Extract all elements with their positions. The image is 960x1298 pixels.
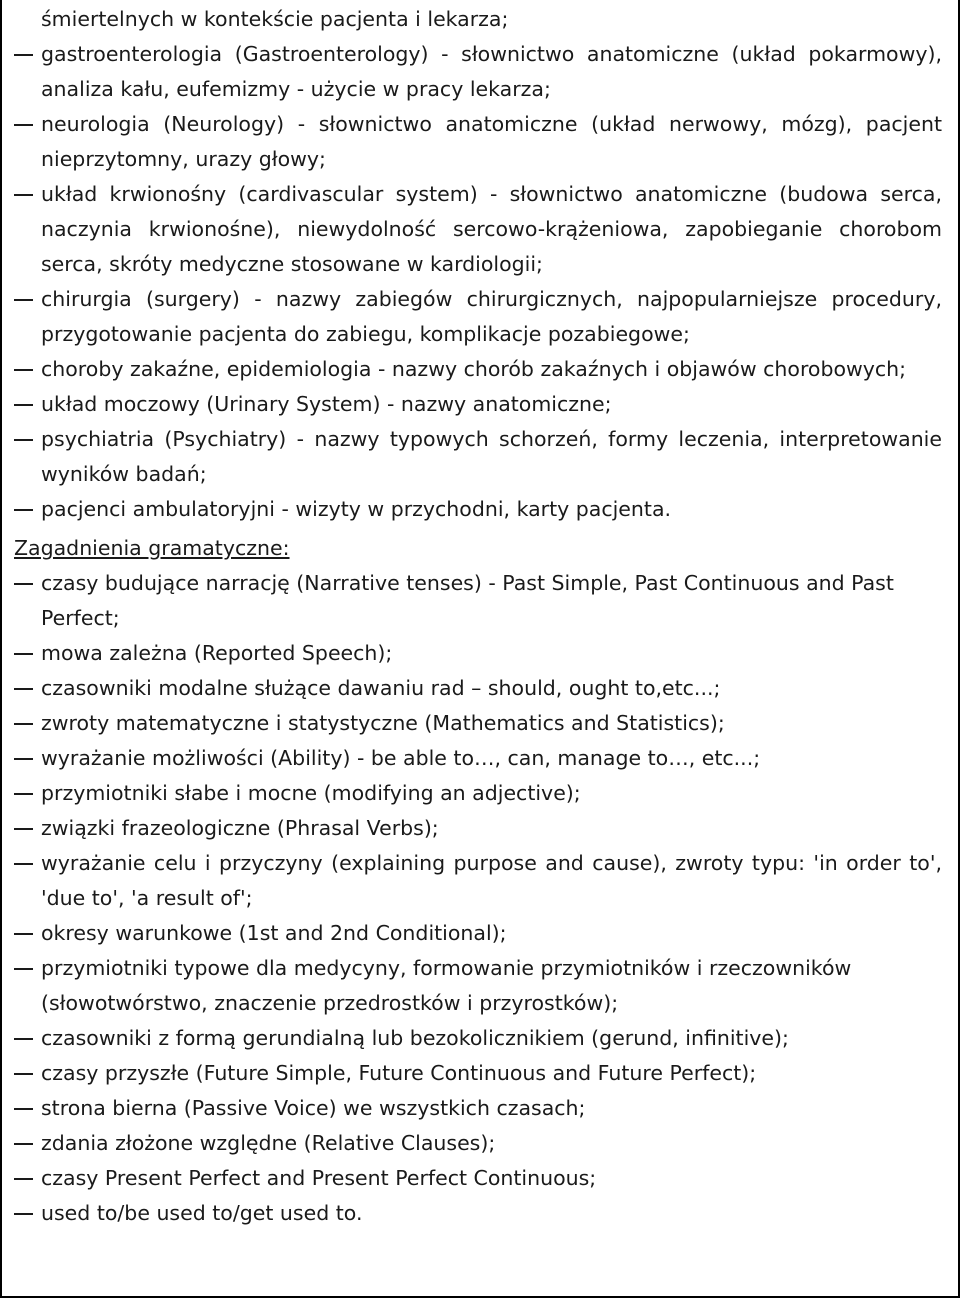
grammar-item: czasowniki modalne służące dawaniu rad – should, ought to,etc...; bbox=[14, 671, 942, 706]
grammar-item: czasy Present Perfect and Present Perfect Continuous; bbox=[14, 1161, 942, 1196]
grammar-heading: Zagadnienia gramatyczne: bbox=[14, 536, 290, 560]
grammar-item: czasy przyszłe (Future Simple, Future Continuous and Future Perfect); bbox=[14, 1056, 942, 1091]
grammar-item: strona bierna (Passive Voice) we wszystkich czasach; bbox=[14, 1091, 942, 1126]
grammar-item: przymiotniki typowe dla medycyny, formowanie przymiotników i rzeczowników (słowotwórstwo, znaczenie przedrostków i przyrostków); bbox=[14, 951, 942, 1021]
topic-item: pacjenci ambulatoryjni - wizyty w przychodni, karty pacjenta. bbox=[14, 492, 942, 527]
topic-item: psychiatria (Psychiatry) - nazwy typowych schorzeń, formy leczenia, interpretowanie wyników badań; bbox=[14, 422, 942, 492]
topic-continuation: śmiertelnych w kontekście pacjenta i lekarza; bbox=[41, 7, 509, 31]
topic-item: układ krwionośny (cardivascular system) - słownictwo anatomiczne (budowa serca, naczynia krwionośne), niewydolność sercowo-krążeniowa, zapobieganie chorobom serca, skróty medyczne stosowane w kardiologii; bbox=[14, 177, 942, 282]
grammar-list bbox=[14, 566, 942, 1231]
grammar-item: przymiotniki słabe i mocne (modifying an adjective); bbox=[14, 776, 942, 811]
topic-item: chirurgia (surgery) - nazwy zabiegów chirurgicznych, najpopularniejsze procedury, przygotowanie pacjenta do zabiegu, komplikacje pozabiegowe; bbox=[14, 282, 942, 352]
grammar-item: zdania złożone względne (Relative Clauses); bbox=[14, 1126, 942, 1161]
grammar-item: okresy warunkowe (1st and 2nd Conditional); bbox=[14, 916, 942, 951]
grammar-item: wyrażanie celu i przyczyny (explaining purpose and cause), zwroty typu: 'in order to', 'due to', 'a result of'; bbox=[14, 846, 942, 916]
grammar-item: związki frazeologiczne (Phrasal Verbs); bbox=[14, 811, 942, 846]
topic-item: układ moczowy (Urinary System) - nazwy anatomiczne; bbox=[14, 387, 942, 422]
grammar-item: wyrażanie możliwości (Ability) - be able to…, can, manage to…, etc...; bbox=[14, 741, 942, 776]
topic-item: neurologia (Neurology) - słownictwo anatomiczne (układ nerwowy, mózg), pacjent nieprzytomny, urazy głowy; bbox=[14, 107, 942, 177]
grammar-item: czasowniki z formą gerundialną lub bezokolicznikiem (gerund, infinitive); bbox=[14, 1021, 942, 1056]
topic-item: choroby zakaźne, epidemiologia - nazwy chorób zakaźnych i objawów chorobowych; bbox=[14, 352, 942, 387]
grammar-item: czasy budujące narrację (Narrative tenses) - Past Simple, Past Continuous and Past Perfect; bbox=[14, 566, 942, 636]
topic-item: gastroenterologia (Gastroenterology) - słownictwo anatomiczne (układ pokarmowy), analiza kału, eufemizmy - użycie w pracy lekarza; bbox=[14, 37, 942, 107]
grammar-item: zwroty matematyczne i statystyczne (Mathematics and Statistics); bbox=[14, 706, 942, 741]
grammar-item: used to/be used to/get used to. bbox=[14, 1196, 942, 1231]
topics-list bbox=[14, 37, 942, 527]
grammar-item: mowa zależna (Reported Speech); bbox=[14, 636, 942, 671]
